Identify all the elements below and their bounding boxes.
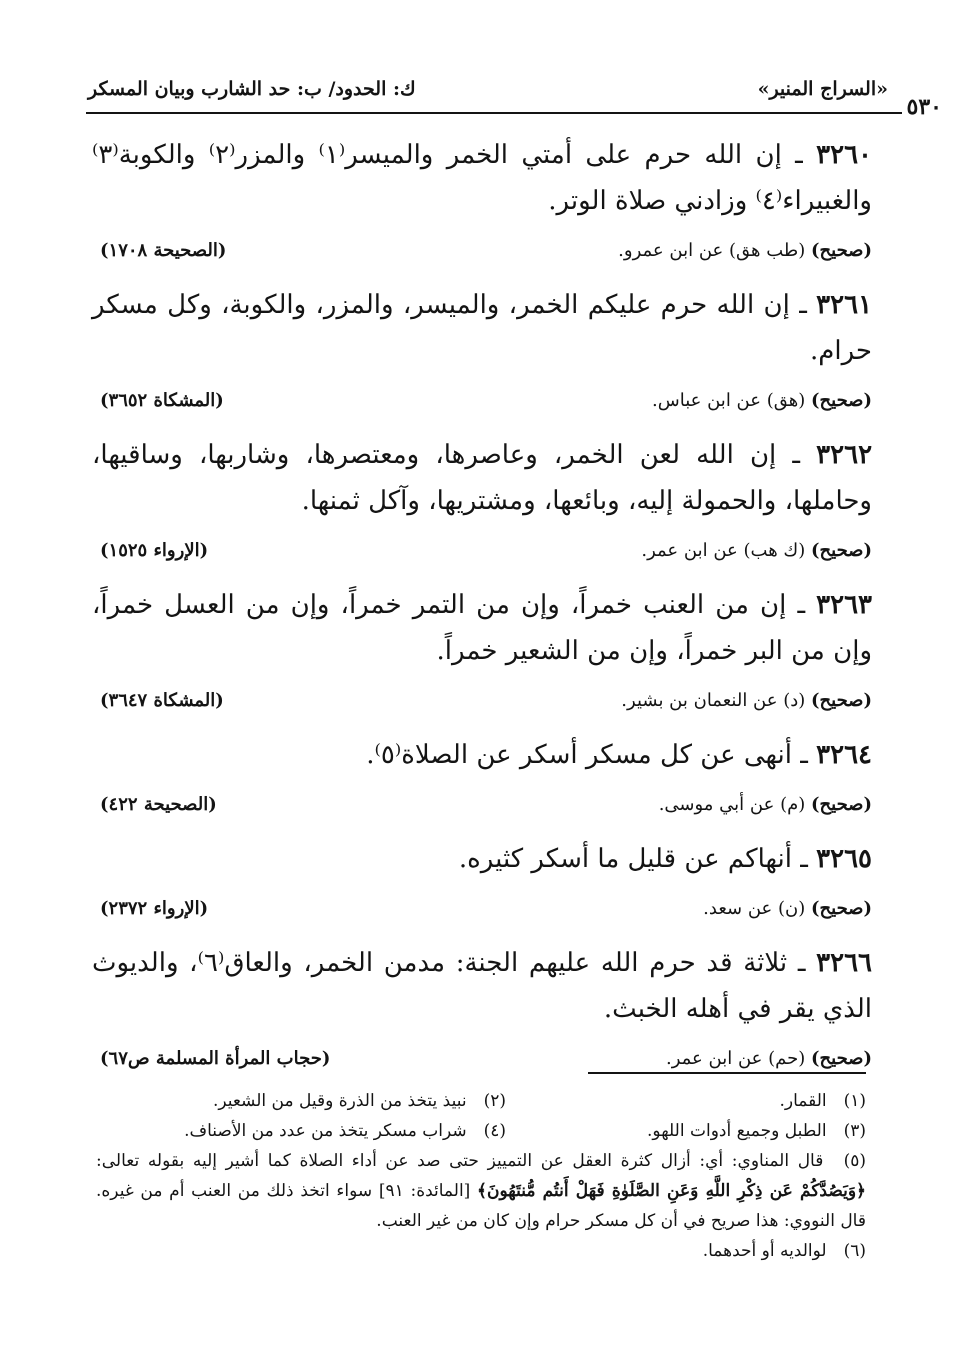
grade-line [92,1040,872,1080]
hadith-number: ٣٢٦٦ [816,948,873,978]
grade-line [92,382,872,422]
hadith-text-line: ٣٢٦٢ ـ إن الله لعن الخمر، وعاصرها، ومعتصرها، وشاربها، وساقيها، وحاملها، والحمولة إليه، وبائعها، ومشتريها، وآكل ثمنها. [92,440,873,516]
hadith-text-line: ٣٢٦٥ ـ أنهاكم عن قليل ما أسكر كثيره. [458,844,872,874]
page-number: ٥٣٠ [906,94,942,120]
footnote-5 [96,1146,866,1236]
source: (طب هق) عن ابن عمرو. [618,240,806,261]
hadith-entry [92,282,872,422]
source: (ك هب) عن ابن عمر. [641,540,806,561]
hadith-list [92,132,872,1090]
hadith-text: ثلاثة قد حرم الله عليهم الجنة: مدمن الخمر، والعاق⁽٦⁾، والديوث الذي يقر في أهله الخبث. [92,948,872,1024]
footnote-number: (٦) [843,1241,866,1261]
grade-label: (صحيح) [811,898,872,919]
footnote-text: نبيذ يتخذ من الذرة وقيل من الشعير. [212,1091,467,1111]
reference: (الصحيحة ٤٢٢) [100,794,217,815]
grade-line [92,532,872,572]
hadith-text: أنهاكم عن قليل ما أسكر كثيره. [458,844,792,874]
grade-source [652,390,872,411]
reference: (حجاب المرأة المسلمة ص٦٧) [100,1048,331,1069]
hadith-entry [92,732,872,826]
header-divider [86,112,902,114]
footnote-number: (٣) [843,1121,866,1141]
hadith-text: إن من العنب خمراً، وإن من التمر خمراً، وإن من العسل خمراً، وإن من البر خمراً، وإن من الشعير خمراً. [92,590,872,666]
grade-label: (صحيح) [811,540,872,561]
source: (حم) عن ابن عمر. [665,1048,806,1069]
grade-label: (صحيح) [811,390,872,411]
footnote-text: لوالديه أو أحدهما. [702,1241,827,1261]
hadith-text: إن الله حرم على أمتي الخمر والميسر⁽١⁾ والمزر⁽٢⁾ والكوبة⁽٣⁾ والغبيراء⁽٤⁾ وزادني صلاة الوتر. [92,140,872,216]
reference: (المشكاة ٣٦٤٧) [100,690,224,711]
footnote-number: (٥) [843,1151,866,1171]
footnotes [96,1086,866,1266]
hadith-number: ٣٢٦٥ [816,844,872,874]
source: (م) عن أبي موسى. [658,794,806,815]
footnote-row [96,1236,866,1266]
grade-label: (صحيح) [811,240,872,261]
hadith-text: أنهى عن كل مسكر أسكر عن الصلاة⁽٥⁾. [366,740,792,770]
hadith-number: ٣٢٦٢ [816,440,873,470]
grade-source [659,794,872,815]
source: (د) عن النعمان بن بشير. [621,690,806,711]
hadith-number: ٣٢٦٣ [816,590,873,620]
footnote-row [96,1116,866,1146]
grade-line [92,786,872,826]
footnote-text: الطبل وجميع أدوات اللهو. [647,1121,827,1141]
footnote-number: (١) [843,1091,866,1111]
grade-label: (صحيح) [811,1048,872,1069]
hadith-number: ٣٢٦٤ [816,740,872,770]
hadith-text-line: ٣٢٦٣ ـ إن من العنب خمراً، وإن من التمر خمراً، وإن من العسل خمراً، وإن من البر خمراً، وإن من الشعير خمراً. [92,590,873,666]
grade-source [621,690,872,711]
hadith-text-line: ٣٢٦٠ ـ إن الله حرم على أمتي الخمر والميسر⁽١⁾ والمزر⁽٢⁾ والكوبة⁽٣⁾ والغبيراء⁽٤⁾ وزادني صلاة الوتر. [92,140,872,216]
hadith-entry [92,940,872,1080]
grade-label: (صحيح) [811,690,872,711]
grade-label: (صحيح) [811,794,872,815]
source: (ن) عن سعد. [703,898,806,919]
hadith-text-line: ٣٢٦٤ ـ أنهى عن كل مسكر أسكر عن الصلاة⁽٥⁾. [366,740,872,770]
hadith-entry [92,836,872,930]
grade-source [666,1048,872,1069]
footnote-1 [779,1086,866,1116]
footnote-row [96,1086,866,1116]
grade-source [618,240,872,261]
footnote-divider [588,1072,866,1074]
footnote-text-cont: [المائدة: ٩١] سواء اتخذ ذلك من العنب أم من غيره. قال النووي: هذا صريح في أن كل مسكر حرام وإن كان من غير العنب. [96,1181,866,1231]
footnote-text: شراب مسكر يتخذ من عدد من الأصناف. [184,1121,467,1141]
chapter-title: ك: الحدود/ ب: حد الشارب وبيان المسكر [88,78,416,100]
footnote-text: قال المناوي: أي: أزال كثرة العقل عن التمييز حتى صد عن أداء الصلاة كما أشير إليه بقوله تعالى: [96,1151,824,1171]
grade-source [703,898,872,919]
footnote-4 [184,1116,506,1146]
hadith-text: إن الله لعن الخمر، وعاصرها، ومعتصرها، وشاربها، وساقيها، وحاملها، والحمولة إليه، وبائعها، ومشتريها، وآكل ثمنها. [92,440,872,516]
footnote-text: القمار. [779,1091,827,1111]
hadith-entry [92,582,872,722]
reference: (الصحيحة ١٧٠٨) [100,240,227,261]
footnote-6 [703,1236,866,1266]
hadith-text: إن الله حرم عليكم الخمر، والميسر، والمزر، والكوبة، وكل مسكر حرام. [92,290,872,366]
grade-line [92,232,872,272]
source: (هق) عن ابن عباس. [652,390,806,411]
book-title: «السراج المنير» [757,78,888,100]
footnote-number: (٤) [483,1121,506,1141]
hadith-number: ٣٢٦٠ [816,140,872,170]
reference: (الإرواء ٢٣٧٢) [100,898,209,919]
hadith-number: ٣٢٦١ [816,290,873,320]
grade-line [92,890,872,930]
grade-source [641,540,872,561]
footnote-2 [213,1086,506,1116]
hadith-entry [92,432,872,572]
quran-quote: ﴿وَيَصُدَّكُمْ عَن ذِكْرِ اللَّهِ وَعَنِ الصَّلَوٰةِ فَهَلْ أَنتُم مُّنتَهُونَ﴾ [477,1181,866,1201]
hadith-text-line: ٣٢٦٦ ـ ثلاثة قد حرم الله عليهم الجنة: مدمن الخمر، والعاق⁽٦⁾، والديوث الذي يقر في أهله الخبث. [92,948,873,1024]
reference: (المشكاة ٣٦٥٢) [100,390,224,411]
hadith-entry [92,132,872,272]
footnote-3 [647,1116,866,1146]
grade-line [92,682,872,722]
running-header [86,72,942,120]
hadith-text-line: ٣٢٦١ ـ إن الله حرم عليكم الخمر، والميسر، والمزر، والكوبة، وكل مسكر حرام. [92,290,873,366]
reference: (الإرواء ١٥٢٥) [100,540,209,561]
footnote-number: (٢) [483,1091,506,1111]
